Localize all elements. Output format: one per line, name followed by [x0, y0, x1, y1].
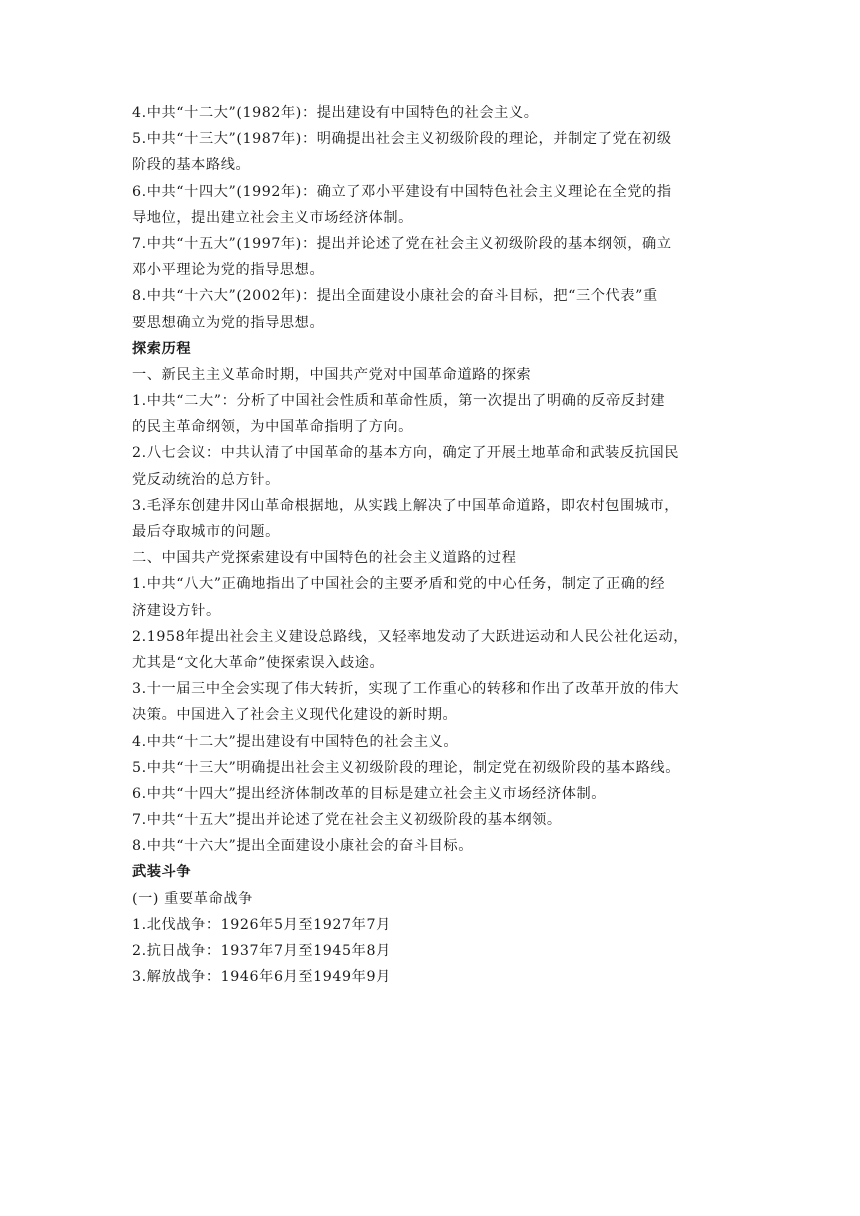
text-line: 邓小平理论为党的指导思想。: [132, 262, 325, 279]
text-line: 8.中共“十六大”提出全面建设小康社会的奋斗目标。: [132, 838, 473, 855]
text-line: 1.北伐战争：1926年5月至1927年7月: [132, 916, 391, 933]
text-line: 2.1958年提出社会主义建设总路线，又轻率地发动了大跃进运动和人民公社化运动，: [132, 628, 689, 645]
text-line: 尤其是“文化大革命”使探索误入歧途。: [132, 654, 385, 671]
text-line: 1.中共“二大”：分析了中国社会性质和革命性质，第一次提出了明确的反帝反封建: [132, 393, 666, 410]
text-line: 5.中共“十三大”(1987年)：明确提出社会主义初级阶段的理论，并制定了党在初级: [132, 131, 672, 148]
text-line: 5.中共“十三大”明确提出社会主义初级阶段的理论，制定党在初级阶段的基本路线。: [132, 759, 681, 776]
text-line: 2.八七会议：中共认清了中国革命的基本方向，确定了开展土地革命和武装反抗国民: [132, 445, 680, 462]
text-line: 7.中共“十五大”提出并论述了党在社会主义初级阶段的基本纲领。: [132, 812, 562, 829]
text-line: 要思想确立为党的指导思想。: [132, 314, 325, 331]
text-line: 3.十一届三中全会实现了伟大转折，实现了工作重心的转移和作出了改革开放的伟大: [132, 681, 680, 698]
text-line: 7.中共“十五大”(1997年)：提出并论述了党在社会主义初级阶段的基本纲领，确立: [132, 235, 672, 252]
text-line: 1.中共“八大”正确地指出了中国社会的主要矛盾和党的中心任务，制定了正确的经: [132, 576, 666, 593]
section-heading: 武装斗争: [132, 864, 192, 881]
text-line: 一、新民主主义革命时期，中国共产党对中国革命道路的探索: [132, 366, 532, 383]
text-line: 3.毛泽东创建井冈山革命根据地，从实践上解决了中国革命道路，即农村包围城市，: [132, 497, 680, 514]
section-heading: 探索历程: [132, 340, 192, 357]
text-line: 决策。中国进入了社会主义现代化建设的新时期。: [132, 707, 458, 724]
text-line: (一) 重要革命战争: [132, 890, 253, 907]
text-line: 导地位，提出建立社会主义市场经济体制。: [132, 209, 413, 226]
text-line: 6.中共“十四大”(1992年)：确立了邓小平建设有中国特色社会主义理论在全党的指: [132, 183, 672, 200]
text-line: 2.抗日战争：1937年7月至1945年8月: [132, 943, 391, 959]
text-line: 二、中国共产党探索建设有中国特色的社会主义道路的过程: [132, 550, 517, 567]
text-line: 4.中共“十二大”(1982年)：提出建设有中国特色的社会主义。: [132, 105, 539, 121]
text-line: 3.解放战争：1946年6月至1949年9月: [132, 969, 391, 986]
text-line: 4.中共“十二大”提出建设有中国特色的社会主义。: [132, 733, 459, 750]
text-line: 8.中共“十六大”(2002年)：提出全面建设小康社会的奋斗目标，把“三个代表”重: [132, 288, 658, 305]
text-line: 最后夺取城市的问题。: [132, 524, 280, 540]
text-line: 6.中共“十四大”提出经济体制改革的目标是建立社会主义市场经济体制。: [132, 785, 607, 802]
text-line: 济建设方针。: [132, 602, 221, 619]
document-page: [132, 100, 732, 990]
text-line: 党反动统治的总方针。: [132, 471, 280, 488]
text-line: 阶段的基本路线。: [132, 157, 251, 174]
text-line: 的民主革命纲领，为中国革命指明了方向。: [132, 419, 413, 436]
